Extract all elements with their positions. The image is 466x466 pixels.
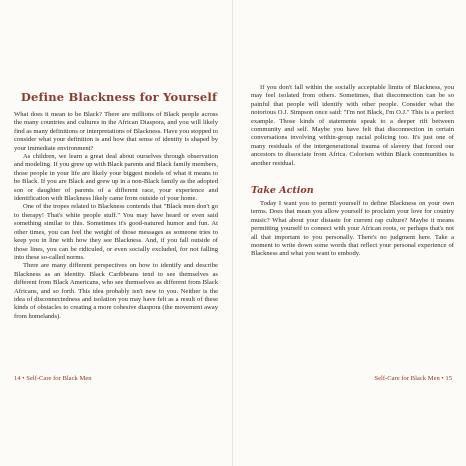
section-subheading: Take Action — [251, 185, 314, 196]
right-page-footer: Self-Care for Black Men • 15 — [374, 375, 452, 382]
left-body-text — [14, 111, 218, 321]
chapter-title: Define Blackness for Yourself — [20, 90, 218, 104]
paragraph: What does it mean to be Black? There are millions of Black people across the many countries and cultures in the African Diaspora, and you will likely find as many definitions or interpretations of Blackness. Have you stopped to consider what your definition is and how that sense of identity is shaped by your immediate environment? — [14, 111, 218, 152]
paragraph: If you don't fall within the socially acceptable limits of Blackness, you may feel isolated from others. Sometimes, that disconnection can be so painful that people will identify with other people. Consider what the notorious O.J. Simpson once said: "I'm not Black, I'm O.J." This is a perfect example. Those kinds of statements speak to a deeper rift between community and self. Maybe you have felt that disconnection in certain conversations involving within-group racial policing too. It's just one of many residuals of the intergenerational trauma of slavery that forced our ancestors to dissociate from Africa. Colorism within Black communities is another residual. — [251, 84, 454, 167]
paragraph: As children, we learn a great deal about ourselves through observation and modeling. If you grew up with Black parents and Black family members, those people in your life are likely your biggest models of what it means to be Black. If you are Black and grew up in a non-Black family as the adopted son or daughter of parents of a different race, your experience and identification with Blackness likely came from outside of your home. — [14, 153, 218, 203]
paragraph: There are many different perspectives on how to identify and describe Blackness as an identity. Black Caribbeans tend to see themselves as different from Black Americans, who see themselves as different from Black Africans, and so forth. This idea probably isn't new to you. Neither is the idea of disconnectedness and isolation you may have felt as a result of these kinds of obstacles to creating a more cohesive diaspora (the movement away from homelands). — [14, 262, 218, 320]
paragraph: Today I want you to permit yourself to define Blackness on your own terms. Does that mean you allow yourself to proclaim your love for country music? What about your distaste for current rap culture? Maybe it means permitting yourself to connect with your African roots, or perhaps that's not all that important to you personally. There's no judgment here. Take a moment to write down some words that reflect your personal experience of Blackness and what you want to embody. — [251, 200, 454, 258]
right-body-text — [251, 84, 454, 168]
right-page — [233, 0, 466, 466]
take-action-text — [251, 200, 454, 259]
left-page-footer: 14 • Self-Care for Black Men — [14, 375, 92, 382]
paragraph: One of the tropes related to Blackness contends that "Black men don't go to therapy! That's white people stuff." You may have heard or even said something similar to this. Sometimes it's good-natured humor and fun. At other times, you can feel the weight of those messages as someone tries to keep you in line with how they see Blackness. And, if you fall outside of those lines, you can be ridiculed, or even socially excluded, for not falling into these so-called norms. — [14, 203, 218, 261]
